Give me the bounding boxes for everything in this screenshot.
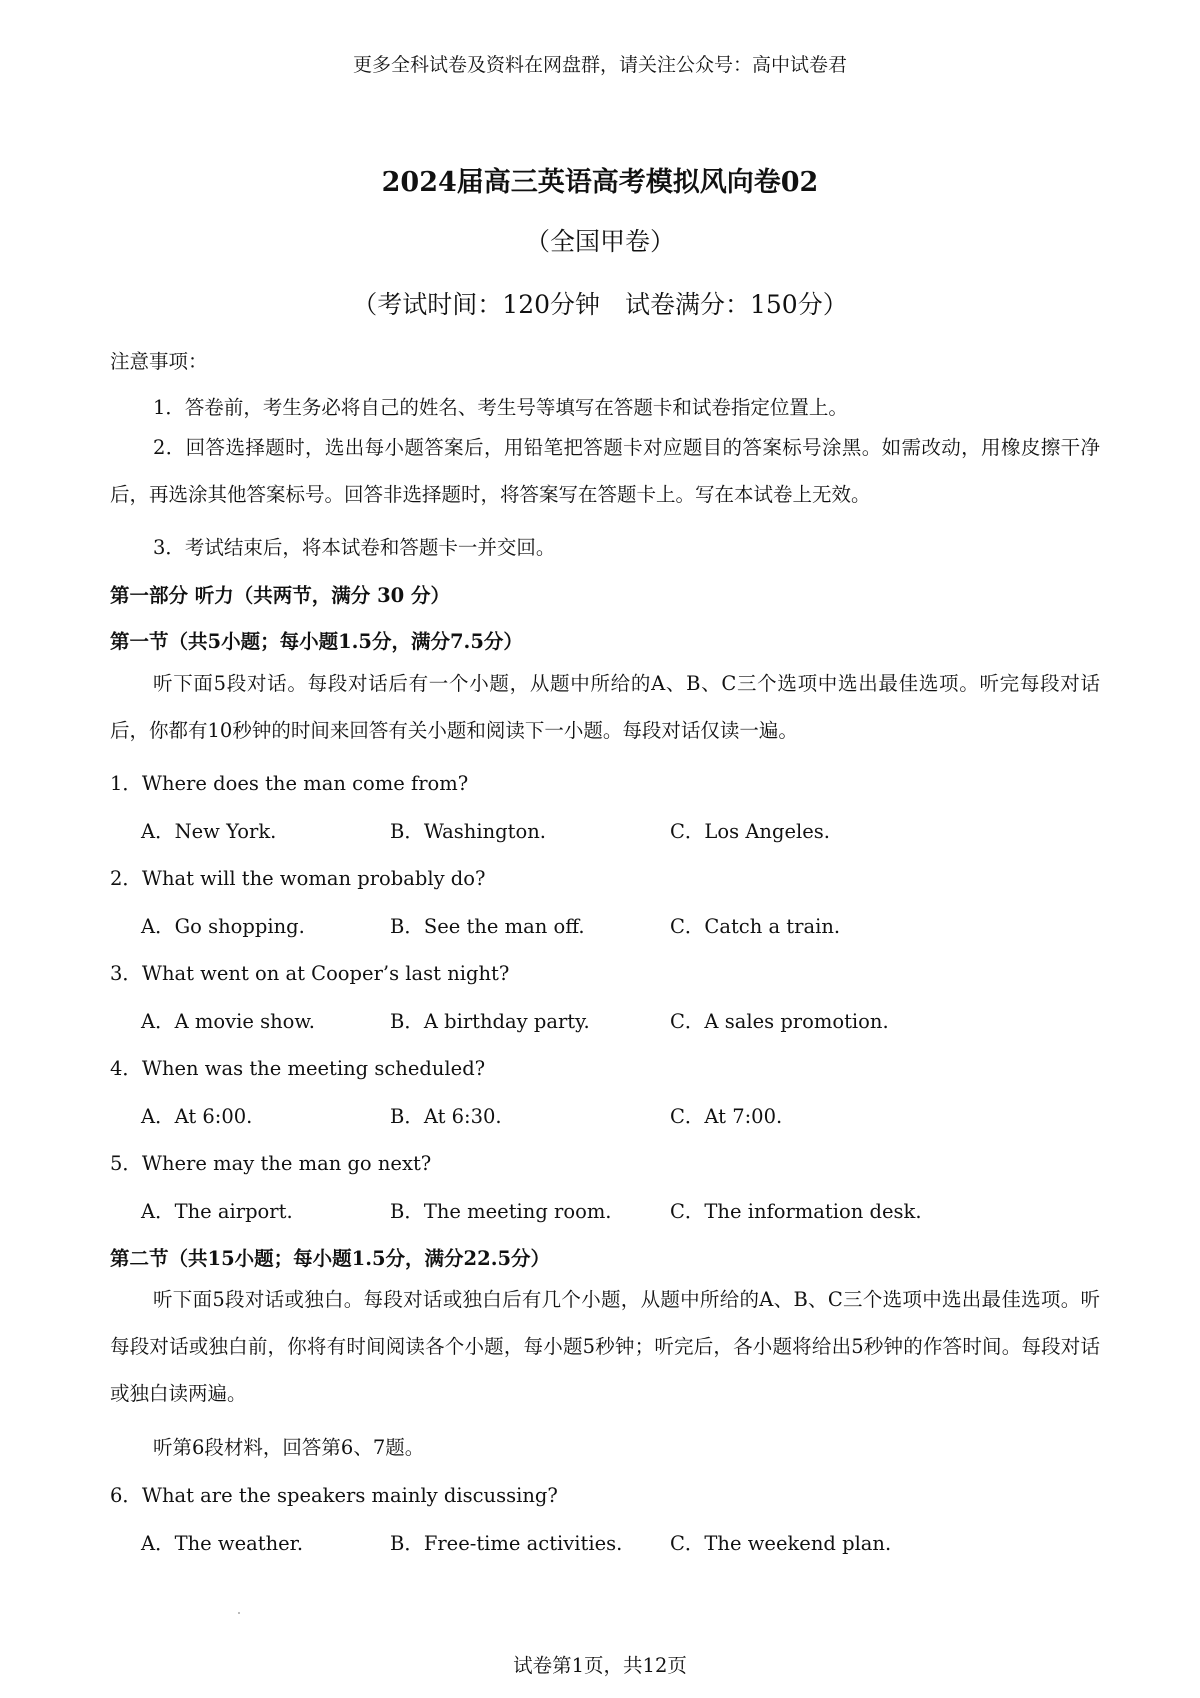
question-6-option-c: C．The weekend plan.: [670, 1532, 892, 1555]
question-3-option-a: A．A movie show.: [141, 1010, 315, 1033]
question-1-option-c: C．Los Angeles.: [670, 820, 830, 843]
question-5-option-a: A．The airport.: [141, 1200, 293, 1223]
section2-heading: 第二节（共15小题；每小题1.5分，满分22.5分）: [110, 1247, 551, 1270]
question-2-option-c: C．Catch a train.: [670, 915, 841, 938]
scan-speck: [238, 1612, 240, 1614]
notice-item-3: 3．考试结束后，将本试卷和答题卡一并交回。: [153, 536, 556, 559]
section1-heading: 第一节（共5小题；每小题1.5分，满分7.5分）: [110, 630, 523, 653]
question-4-stem: 4．When was the meeting scheduled?: [110, 1057, 486, 1080]
question-5-option-b: B．The meeting room.: [390, 1200, 612, 1223]
question-1-option-a: A．New York.: [141, 820, 277, 843]
question-2-stem: 2．What will the woman probably do?: [110, 867, 486, 890]
notice-item-1: 1．答卷前，考生务必将自己的姓名、考生号等填写在答题卡和试卷指定位置上。: [153, 396, 848, 419]
exam-info: （考试时间：120分钟 试卷满分：150分）: [352, 290, 848, 319]
page-footer: 试卷第1页，共12页: [513, 1654, 687, 1677]
question-5-option-c: C．The information desk.: [670, 1200, 922, 1223]
section1-instructions: 听下面5段对话。每段对话后有一个小题，从题中所给的A、B、C三个选项中选出最佳选项。听完每段对话后，你都有10秒钟的时间来回答有关小题和阅读下一小题。每段对话仅读一遍。: [110, 672, 1100, 742]
question-4-option-b: B．At 6:30.: [390, 1105, 502, 1128]
exam-title: 2024届高三英语高考模拟风向卷02: [381, 167, 819, 198]
question-2-option-a: A．Go shopping.: [141, 915, 305, 938]
header-note: 更多全科试卷及资料在网盘群，请关注公众号：高中试卷君: [352, 54, 847, 76]
question-6-option-a: A．The weather.: [141, 1532, 304, 1555]
question-6-stem: 6．What are the speakers mainly discussing?: [110, 1484, 558, 1507]
question-6-option-b: B．Free-time activities.: [390, 1532, 623, 1555]
question-3-option-b: B．A birthday party.: [390, 1010, 590, 1033]
question-1-stem: 1．Where does the man come from?: [110, 772, 469, 795]
question-3-stem: 3．What went on at Cooper’s last night?: [110, 962, 510, 985]
question-1-option-b: B．Washington.: [390, 820, 546, 843]
notice-item-2: 2．回答选择题时，选出每小题答案后，用铅笔把答题卡对应题目的答案标号涂黑。如需改动，用橡皮擦干净后，再选涂其他答案标号。回答非选择题时，将答案写在答题卡上。写在本试卷上无效。: [110, 436, 1100, 506]
question-4-option-c: C．At 7:00.: [670, 1105, 783, 1128]
notice-heading: 注意事项：: [110, 350, 208, 373]
material-note: 听第6段材料，回答第6、7题。: [153, 1436, 425, 1459]
question-2-option-b: B．See the man off.: [390, 915, 585, 938]
part1-heading: 第一部分 听力（共两节，满分 30 分）: [110, 584, 451, 607]
exam-subtitle: （全国甲卷）: [524, 227, 675, 256]
question-5-stem: 5．Where may the man go next?: [110, 1152, 432, 1175]
question-4-option-a: A．At 6:00.: [141, 1105, 253, 1128]
question-3-option-c: C．A sales promotion.: [670, 1010, 889, 1033]
section2-instructions: 听下面5段对话或独白。每段对话或独白后有几个小题，从题中所给的A、B、C三个选项中选出最佳选项。听每段对话或独白前，你将有时间阅读各个小题，每小题5秒钟；听完后，各小题将给出5秒钟的作答时间。每段对话或独白读两遍。: [110, 1288, 1100, 1405]
